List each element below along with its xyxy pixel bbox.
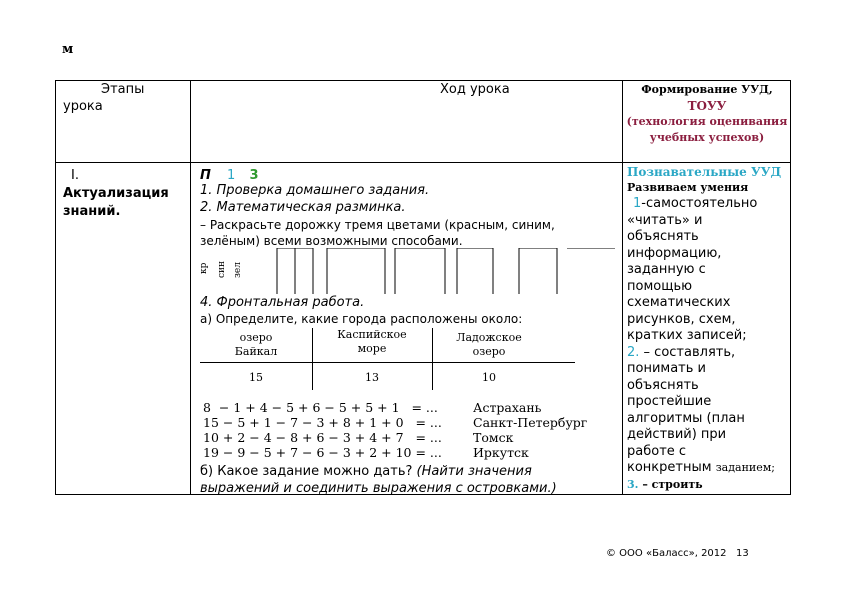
- uud-skill-1: 1-самостоятельно «читать» и объяснять информацию, заданную с помощью схематических рисунков, схем, кратких записей;: [627, 196, 758, 343]
- page-footer: © ООО «Баласс», 2012 13: [606, 548, 749, 559]
- lake-value: 13: [365, 371, 379, 384]
- uud-subtitle: Развиваем умения: [627, 181, 749, 194]
- lesson-course-header: Ход урока: [440, 82, 510, 97]
- caspian-sea-header: Каспийское море: [337, 328, 407, 355]
- coloring-task: – Раскрасьте дорожку тремя цветами (красным, синим, зелёным) всеми возможными способами.: [200, 218, 555, 248]
- lake-value: 15: [249, 371, 263, 384]
- homework-check: 1. Проверка домашнего задания.: [200, 183, 430, 198]
- ladoga-lake-header: Ладожское озеро: [456, 331, 522, 358]
- page-header-letter: м: [62, 42, 74, 57]
- equation-row: 19 − 9 − 5 + 7 − 6 − 3 + 2 + 10 = ... Иркутск: [203, 445, 529, 460]
- frontal-work: 4. Фронтальная работа.: [200, 295, 365, 310]
- stage-column-header: Этапы урока: [63, 82, 145, 114]
- stage-name-line2: знаний.: [63, 204, 121, 219]
- color-label-green: зел: [233, 262, 243, 278]
- lakes-table: [200, 328, 575, 390]
- path-segments: [195, 248, 615, 298]
- uud-column-header: Формирование УУД, ТОУУ (технология оценивания учебных успехов): [626, 83, 788, 144]
- uud-skill-3: 3. – строить: [627, 477, 703, 491]
- color-label-blue: син: [217, 260, 227, 278]
- equation-list: [203, 400, 587, 460]
- equation-row: 15 − 5 + 1 − 7 − 3 + 8 + 1 + 0 = ... Санкт-Петербург: [203, 415, 588, 430]
- math-warmup: 2. Математическая разминка.: [200, 200, 406, 215]
- uud-skill-2: 2. – составлять, понимать и объяснять простейшие алгоритмы (план действий) при работе с конкретным заданием;: [627, 344, 776, 475]
- uud-cell: [627, 164, 789, 493]
- task-b: б) Какое задание можно дать? (Найти значения выражений и соединить выражения с островками.): [200, 464, 557, 496]
- lake-value: 10: [482, 371, 496, 384]
- cities-task: а) Определите, какие города расположены около:: [200, 312, 523, 326]
- stage-cell: [63, 167, 169, 221]
- path-coloring-diagram: [195, 248, 615, 298]
- color-label-red: кр: [199, 262, 209, 274]
- progress-marker: П 1 3: [200, 168, 259, 183]
- equation-row: 8 − 1 + 4 − 5 + 6 − 5 + 5 + 1 = ... Астрахань: [203, 400, 542, 415]
- uud-title: Познавательные УУД: [627, 165, 782, 179]
- lesson-table: [55, 80, 791, 495]
- equation-row: 10 + 2 − 4 − 8 + 6 − 3 + 4 + 7 = ... Томск: [203, 430, 514, 445]
- lake-baikal-header: озеро Байкал: [234, 331, 278, 358]
- stage-name-line1: Актуализация: [63, 186, 169, 201]
- stage-number: I.: [71, 168, 79, 183]
